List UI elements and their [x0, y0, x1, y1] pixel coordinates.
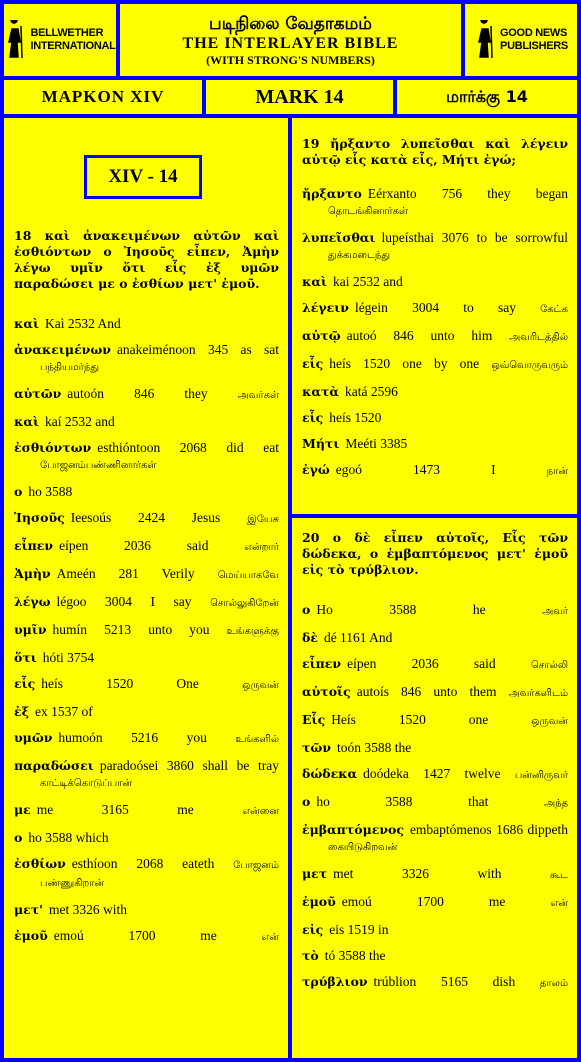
greek-word: Ἰησοῦς	[14, 510, 65, 525]
greek-word: ἐσθίων	[14, 856, 66, 871]
transliteration-gloss: heís 1520	[329, 410, 382, 425]
tamil-reference: மார்க்கு 14	[397, 80, 577, 114]
greek-word: Ἀμὴν	[14, 566, 51, 581]
word-entry	[302, 410, 568, 426]
tamil-title: படிநிலை வேதாகமம்	[209, 14, 372, 34]
tamil-gloss: சொல்லுகிறேன்	[210, 598, 280, 609]
transliteration-gloss: hóti 3754	[42, 650, 95, 665]
word-entry	[302, 630, 568, 646]
transliteration-gloss: humoón 5216 you	[58, 730, 207, 745]
greek-word: λέγειν	[302, 300, 349, 315]
greek-word: καὶ	[14, 414, 40, 429]
transliteration-gloss: Heís 1520 one	[331, 712, 489, 727]
word-entry	[14, 386, 279, 404]
tamil-gloss: துக்கமடைந்து	[328, 250, 391, 261]
transliteration-gloss: autoís 846 unto them	[356, 684, 497, 699]
tamil-gloss: என்றார்	[244, 542, 280, 553]
english-reference: MARK 14	[206, 80, 393, 114]
word-entry	[302, 656, 568, 674]
greek-word: τρύβλιον	[302, 974, 368, 989]
verse-20-block	[302, 530, 568, 1002]
transliteration-gloss: heís 1520 One	[41, 676, 199, 691]
tamil-gloss: இயேசு	[247, 514, 280, 525]
main-title: THE INTERLAYER BIBLE	[182, 35, 399, 52]
greek-word: μετ	[302, 866, 328, 881]
word-entry	[302, 822, 568, 856]
tamil-gloss: அவர்கள்	[237, 390, 279, 401]
tamil-gloss: உங்களுக்கு	[226, 626, 279, 637]
transliteration-gloss: tó 3588 the	[324, 948, 386, 963]
transliteration-gloss: Ieesoús 2424 Jesus	[70, 510, 221, 525]
tamil-gloss: என்னை	[242, 806, 279, 817]
transliteration-gloss: Meéti 3385	[345, 436, 408, 451]
word-entry	[14, 566, 279, 584]
transliteration-gloss: autoón 846 they	[67, 386, 208, 401]
word-entry	[14, 676, 279, 694]
good-news-logo	[465, 4, 577, 76]
greek-word: λέγω	[14, 594, 51, 609]
word-entry	[302, 300, 568, 318]
greek-word: ὅτι	[14, 650, 37, 665]
word-entry	[14, 316, 279, 332]
greek-word: εἶπεν	[14, 538, 54, 553]
greek-word: εἷς	[14, 676, 36, 691]
greek-word: εἷς	[302, 356, 324, 371]
greek-word: αὐτῶν	[14, 386, 62, 401]
transliteration-gloss: me 3165 me	[36, 802, 194, 817]
word-entry	[302, 866, 568, 884]
verse-19-text: 19 ἤρξαντο λυπεῖσθαι καὶ λέγειν αὐτῷ εἷς κατὰ εἷς, Μήτι ἐγώ;	[302, 136, 568, 167]
transliteration-gloss: egoó 1473 I	[335, 462, 496, 477]
tamil-gloss: அந்த	[543, 798, 568, 809]
bellwether-logo	[4, 4, 116, 76]
word-entry	[302, 186, 568, 220]
word-entry	[302, 766, 568, 784]
greek-word: αὐτῷ	[302, 328, 341, 343]
word-entry	[302, 436, 568, 452]
word-entry	[302, 922, 568, 938]
right-column-top	[292, 118, 577, 514]
tamil-gloss: மெய்யாகவே	[217, 570, 280, 581]
tamil-gloss: ஒருவன்	[531, 716, 568, 727]
transliteration-gloss: kai 2532 and	[333, 274, 403, 289]
word-entry	[14, 704, 279, 720]
word-entry	[302, 384, 568, 400]
tamil-gloss: காட்டிக்கொடுப்பான்	[40, 778, 133, 789]
word-entry	[302, 894, 568, 912]
transliteration-gloss: heís 1520 one by one	[329, 356, 480, 371]
greek-word: ἐμβαπτόμενος	[302, 822, 404, 837]
greek-word: καὶ	[302, 274, 328, 289]
logo-line: BELLWETHER	[30, 27, 104, 39]
greek-word: εἶπεν	[302, 656, 342, 671]
greek-word: ἐσθιόντων	[14, 440, 92, 455]
word-entry	[302, 230, 568, 264]
greek-word: ἤρξαντο	[302, 186, 362, 201]
greek-word: δὲ	[302, 630, 318, 645]
transliteration-gloss: eípen 2036 said	[347, 656, 496, 671]
word-entry	[302, 356, 568, 374]
transliteration-gloss: Kaì 2532 And	[45, 316, 121, 331]
word-entry	[302, 740, 568, 756]
tamil-gloss: நான்	[546, 466, 568, 477]
greek-word: ο	[14, 484, 23, 499]
tamil-gloss: போஜனம் பண்ணுகிறான்	[40, 860, 279, 889]
transliteration-gloss: Eérxanto 756 they began	[367, 186, 568, 201]
greek-word: εἷς	[302, 410, 324, 425]
greek-reference: MAPKON XIV	[4, 80, 202, 114]
transliteration-gloss: lupeísthai 3076 to be sorrowful	[381, 230, 568, 245]
transliteration-gloss: ho 3588 that	[316, 794, 489, 809]
title-box	[120, 4, 461, 76]
logo-line: GOOD NEWS	[500, 27, 568, 39]
tamil-gloss: ஒவ்வொருவரும்	[491, 360, 569, 371]
greek-word: δώδεκα	[302, 766, 358, 781]
tamil-gloss: என்	[550, 898, 568, 909]
word-entry	[14, 802, 279, 820]
tamil-gloss: கேட்க	[540, 304, 569, 315]
word-entry	[14, 440, 279, 474]
tamil-gloss: என்	[261, 932, 279, 943]
transliteration-gloss: toón 3588 the	[337, 740, 412, 755]
greek-word: παραδώσει	[14, 758, 94, 773]
transliteration-gloss: esthióntoon 2068 did eat	[97, 440, 279, 455]
transliteration-gloss: humín 5213 unto you	[52, 622, 210, 637]
verse-18-block	[14, 228, 279, 956]
tamil-gloss: உங்களில்	[235, 734, 279, 745]
word-entry	[302, 684, 568, 702]
word-entry	[302, 602, 568, 620]
logo-line: INTERNATIONAL	[30, 40, 116, 52]
greek-word: αὐτοῖς	[302, 684, 351, 699]
greek-word: ἐξ	[14, 704, 30, 719]
greek-word: υμῖν	[14, 622, 47, 637]
tamil-gloss: ஒருவன்	[242, 680, 279, 691]
shepherd-figure-icon	[4, 20, 28, 60]
tamil-gloss: பந்தியமர்ந்து	[40, 362, 99, 373]
word-entry	[302, 794, 568, 812]
transliteration-gloss: Ho 3588 he	[316, 602, 486, 617]
greek-word: ο	[302, 794, 311, 809]
word-entry	[14, 342, 279, 376]
greek-word: ο	[302, 602, 311, 617]
chapter-label: XIV - 14	[84, 155, 202, 199]
transliteration-gloss: légoo 3004 I say	[56, 594, 192, 609]
greek-word: τὸ	[302, 948, 319, 963]
greek-word: με	[14, 802, 31, 817]
transliteration-gloss: katá 2596	[345, 384, 398, 399]
greek-word: ἐμοῦ	[302, 894, 336, 909]
word-entry	[14, 650, 279, 666]
transliteration-gloss: légein 3004 to say	[354, 300, 516, 315]
word-entry	[14, 758, 279, 792]
greek-word: ο	[14, 830, 23, 845]
word-entry	[302, 712, 568, 730]
sub-title: (WITH STRONG'S NUMBERS)	[206, 53, 375, 67]
word-entry	[14, 902, 279, 918]
transliteration-gloss: autoó 846 unto him	[346, 328, 493, 343]
tamil-gloss: அவர்	[542, 606, 568, 617]
transliteration-gloss: anakeiménoon 345 as sat	[116, 342, 279, 357]
tamil-gloss: அவர்களிடம்	[508, 688, 568, 699]
transliteration-gloss: emoú 1700 me	[341, 894, 506, 909]
tamil-gloss: கூட	[550, 870, 568, 881]
transliteration-gloss: doódeka 1427 twelve	[363, 766, 501, 781]
word-entry	[302, 948, 568, 964]
word-entry	[14, 730, 279, 748]
greek-word: Εἷς	[302, 712, 326, 727]
transliteration-gloss: esthíoon 2068 eateth	[71, 856, 215, 871]
verse-20-text: 20 ο δὲ εἶπεν αὐτοῖς, Εἷς τῶν δώδεκα, ο ἐμβαπτόμενος μετ' ἐμοῦ εἰς τὸ τρύβλιον.	[302, 530, 568, 577]
right-column-bottom	[292, 518, 577, 1058]
shepherd-figure-icon	[474, 20, 498, 60]
word-entry	[302, 274, 568, 290]
word-entry	[14, 510, 279, 528]
word-entry	[302, 462, 568, 480]
transliteration-gloss: eis 1519 in	[329, 922, 389, 937]
transliteration-gloss: ho 3588 which	[28, 830, 109, 845]
greek-word: ἀνακειμένων	[14, 342, 111, 357]
left-column	[4, 118, 288, 1058]
transliteration-gloss: paradoósei 3860 shall be tray	[99, 758, 279, 773]
verse-18-text: 18 καὶ ἀνακειμένων αὐτῶν καὶ ἐσθιόντων ο Ἰησοῦς εἶπεν, Ἀμὴν λέγω υμῖν ὅτι εἷς ἐξ υμῶν παραδώσει με ο ἐσθίων μετ' ἐμοῦ.	[14, 228, 279, 291]
greek-word: Μήτι	[302, 436, 340, 451]
transliteration-gloss: kaí 2532 and	[45, 414, 115, 429]
word-entry	[14, 856, 279, 892]
greek-word: τῶν	[302, 740, 331, 755]
greek-word: λυπεῖσθαι	[302, 230, 376, 245]
logo-line: PUBLISHERS	[500, 40, 568, 52]
greek-word: μετ'	[14, 902, 43, 917]
transliteration-gloss: met 3326 with	[49, 902, 127, 917]
word-entry	[14, 594, 279, 612]
transliteration-gloss: eípen 2036 said	[59, 538, 209, 553]
word-entry	[14, 622, 279, 640]
tamil-gloss: பன்னிருவர்	[514, 770, 568, 781]
transliteration-gloss: ho 3588	[28, 484, 73, 499]
verse-19-block	[302, 136, 568, 490]
greek-word: καὶ	[14, 316, 40, 331]
word-entry	[14, 538, 279, 556]
word-entry	[14, 414, 279, 430]
greek-word: εἰς	[302, 922, 324, 937]
tamil-gloss: சொல்லி	[530, 660, 569, 671]
tamil-gloss: கையிடுகிறவன்	[328, 842, 398, 853]
greek-word: ἐμοῦ	[14, 928, 48, 943]
greek-word: ἐγώ	[302, 462, 330, 477]
transliteration-gloss: embaptómenos 1686 dippeth	[409, 822, 568, 837]
tamil-gloss: தொடங்கினார்கள்	[328, 206, 408, 217]
word-entry	[14, 484, 279, 500]
transliteration-gloss: emoú 1700 me	[53, 928, 217, 943]
tamil-gloss: அவரிடத்தில்	[509, 332, 569, 343]
transliteration-gloss: ex 1537 of	[35, 704, 93, 719]
word-entry	[14, 830, 279, 846]
transliteration-gloss: dé 1161 And	[323, 630, 393, 645]
tamil-gloss: தாலம்	[539, 978, 568, 989]
word-entry	[14, 928, 279, 946]
transliteration-gloss: met 3326 with	[333, 866, 502, 881]
transliteration-gloss: Ameén 281 Verily	[56, 566, 195, 581]
word-entry	[302, 974, 568, 992]
word-entry	[302, 328, 568, 346]
greek-word: κατὰ	[302, 384, 340, 399]
tamil-gloss: போஜனம்பண்ணினார்கள்	[40, 460, 157, 471]
transliteration-gloss: trúblion 5165 dish	[373, 974, 516, 989]
greek-word: υμῶν	[14, 730, 53, 745]
